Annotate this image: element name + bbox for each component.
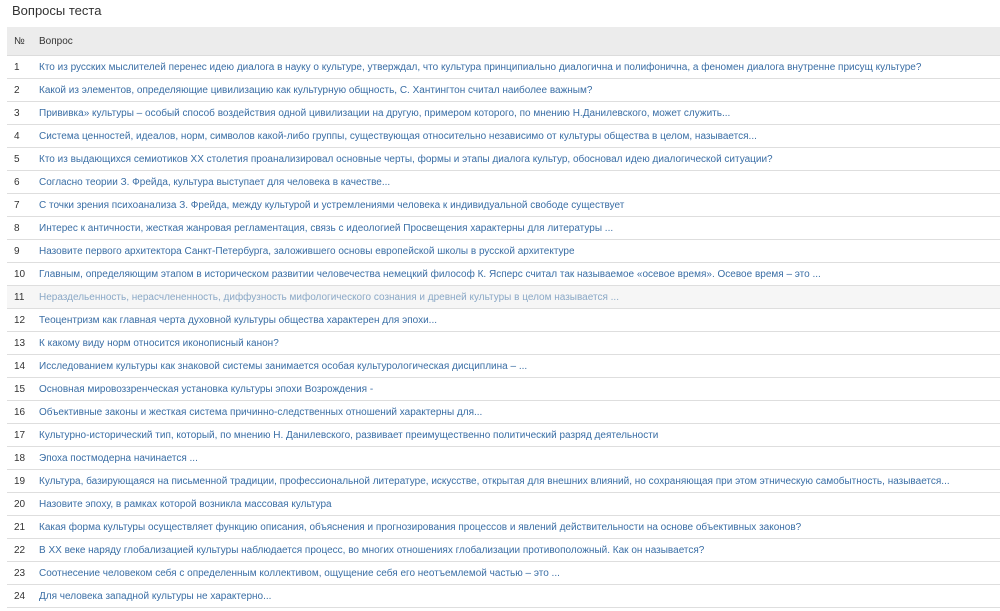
question-cell — [39, 424, 1000, 447]
question-number: 9 — [7, 240, 39, 263]
table-row[interactable] — [7, 539, 1000, 562]
question-link[interactable]: Соотнесение человеком себя с определенным коллективом, ощущение себя его неотъемлемой частью – это ... — [39, 567, 560, 579]
question-cell — [39, 148, 1000, 171]
question-link[interactable]: Исследованием культуры как знаковой системы занимается особая культурологическая дисциплина – ... — [39, 360, 528, 372]
table-row[interactable] — [7, 424, 1000, 447]
table-body — [7, 56, 1000, 608]
page-title: Вопросы теста — [12, 3, 102, 18]
question-cell — [39, 263, 1000, 286]
question-link[interactable]: Главным, определяющим этапом в историческом развитии человечества немецкий философ К. Ясперс считал так называемое «осевое время». Осевое время – это ... — [39, 268, 821, 280]
question-cell — [39, 470, 1000, 493]
question-cell — [39, 79, 1000, 102]
question-link[interactable]: Для человека западной культуры не характерно... — [39, 590, 272, 602]
question-link[interactable]: Какая форма культуры осуществляет функцию описания, объяснения и прогнозирования процессов и явлений действительности на основе объективных законов? — [39, 521, 802, 533]
questions-table — [7, 27, 1000, 608]
question-number: 6 — [7, 171, 39, 194]
table-row[interactable] — [7, 194, 1000, 217]
question-link[interactable]: Согласно теории З. Фрейда, культура выступает для человека в качестве... — [39, 176, 391, 188]
question-number: 4 — [7, 125, 39, 148]
table-row[interactable] — [7, 263, 1000, 286]
question-number: 3 — [7, 102, 39, 125]
table-row[interactable] — [7, 79, 1000, 102]
table-row[interactable] — [7, 240, 1000, 263]
question-link[interactable]: Основная мировоззренческая установка культуры эпохи Возрождения - — [39, 383, 374, 395]
table-row[interactable] — [7, 148, 1000, 171]
question-number: 14 — [7, 355, 39, 378]
question-number: 22 — [7, 539, 39, 562]
question-cell — [39, 286, 1000, 309]
question-number: 2 — [7, 79, 39, 102]
table-row[interactable] — [7, 125, 1000, 148]
table-row[interactable] — [7, 286, 1000, 309]
table-row[interactable] — [7, 309, 1000, 332]
table-row[interactable] — [7, 217, 1000, 240]
question-number: 12 — [7, 309, 39, 332]
question-cell — [39, 585, 1000, 608]
table-row[interactable] — [7, 332, 1000, 355]
question-link[interactable]: Эпоха постмодерна начинается ... — [39, 452, 198, 464]
question-link[interactable]: Система ценностей, идеалов, норм, символов какой-либо группы, существующая относительно независимо от культуры общества в целом, называется... — [39, 130, 757, 142]
question-cell — [39, 194, 1000, 217]
question-cell — [39, 378, 1000, 401]
table-row[interactable] — [7, 562, 1000, 585]
question-number: 10 — [7, 263, 39, 286]
question-link[interactable]: Культура, базирующаяся на письменной традиции, профессиональной литературе, искусстве, открытая для внешних влияний, но сохраняющая при этом этническую самобытность, называется... — [39, 475, 950, 487]
table-row[interactable] — [7, 378, 1000, 401]
question-cell — [39, 332, 1000, 355]
question-number: 20 — [7, 493, 39, 516]
header-row — [7, 27, 1000, 56]
table-row[interactable] — [7, 102, 1000, 125]
questions-table-container — [7, 27, 1000, 608]
question-number: 11 — [7, 286, 39, 309]
question-number: 18 — [7, 447, 39, 470]
table-header — [7, 27, 1000, 56]
question-cell — [39, 493, 1000, 516]
question-link[interactable]: Объективные законы и жесткая система причинно-следственных отношений характерны для... — [39, 406, 483, 418]
question-link[interactable]: Кто из русских мыслителей перенес идею диалога в науку о культуре, утверждал, что культура принципиально диалогична и полифонична, а феномен диалога внутренне присущ культуре? — [39, 61, 922, 73]
question-link[interactable]: Какой из элементов, определяющие цивилизацию как культурную общность, С. Хантингтон считал наиболее важным? — [39, 84, 593, 96]
question-link[interactable]: Культурно-исторический тип, который, по мнению Н. Данилевского, развивает преимущественно политический разряд деятельности — [39, 429, 659, 441]
question-link[interactable]: Прививка» культуры – особый способ воздействия одной цивилизации на другую, примером которого, по мнению Н.Данилевского, может служить... — [39, 107, 731, 119]
question-number: 19 — [7, 470, 39, 493]
question-cell — [39, 516, 1000, 539]
question-number: 8 — [7, 217, 39, 240]
question-link[interactable]: К какому виду норм относится иконописный канон? — [39, 337, 279, 349]
question-cell — [39, 401, 1000, 424]
question-number: 21 — [7, 516, 39, 539]
table-row[interactable] — [7, 585, 1000, 608]
question-link[interactable]: Нераздельенность, нерасчлененность, диффузность мифологического сознания и древней культуры в целом называется ... — [39, 291, 619, 303]
question-link[interactable]: Назовите первого архитектора Санкт-Петербурга, заложившего основы европейской школы в русской архитектуре — [39, 245, 575, 257]
question-link[interactable]: Теоцентризм как главная черта духовной культуры общества характерен для эпохи... — [39, 314, 438, 326]
question-number: 24 — [7, 585, 39, 608]
table-row[interactable] — [7, 56, 1000, 79]
question-number: 23 — [7, 562, 39, 585]
question-cell — [39, 125, 1000, 148]
question-number: 13 — [7, 332, 39, 355]
question-cell — [39, 355, 1000, 378]
table-row[interactable] — [7, 355, 1000, 378]
question-number: 17 — [7, 424, 39, 447]
question-number: 15 — [7, 378, 39, 401]
question-link[interactable]: В XX веке наряду глобализацией культуры наблюдается процесс, во многих отношениях глобализации противоположный. Как он называется? — [39, 544, 705, 556]
question-cell — [39, 240, 1000, 263]
table-row[interactable] — [7, 516, 1000, 539]
question-cell — [39, 447, 1000, 470]
question-link[interactable]: С точки зрения психоанализа З. Фрейда, между культурой и устремлениями человека к индивидуальной свободе существует — [39, 199, 625, 211]
table-row[interactable] — [7, 493, 1000, 516]
question-cell — [39, 309, 1000, 332]
question-link[interactable]: Кто из выдающихся семиотиков XX столетия проанализировал основные черты, формы и этапы диалога культур, обосновал идею диалогической ситуации? — [39, 153, 773, 165]
table-row[interactable] — [7, 470, 1000, 493]
question-number: 1 — [7, 56, 39, 79]
table-row[interactable] — [7, 401, 1000, 424]
question-number: 5 — [7, 148, 39, 171]
question-cell — [39, 562, 1000, 585]
question-cell — [39, 102, 1000, 125]
question-cell — [39, 217, 1000, 240]
question-link[interactable]: Интерес к античности, жесткая жанровая регламентация, связь с идеологией Просвещения характерны для литературы ... — [39, 222, 614, 234]
table-row[interactable] — [7, 171, 1000, 194]
table-row[interactable] — [7, 447, 1000, 470]
question-number: 16 — [7, 401, 39, 424]
question-number: 7 — [7, 194, 39, 217]
column-header-number[interactable]: № — [7, 27, 39, 56]
question-cell — [39, 56, 1000, 79]
question-cell — [39, 539, 1000, 562]
column-header-question[interactable]: Вопрос — [39, 27, 1000, 56]
question-link[interactable]: Назовите эпоху, в рамках которой возникла массовая культура — [39, 498, 332, 510]
question-cell — [39, 171, 1000, 194]
